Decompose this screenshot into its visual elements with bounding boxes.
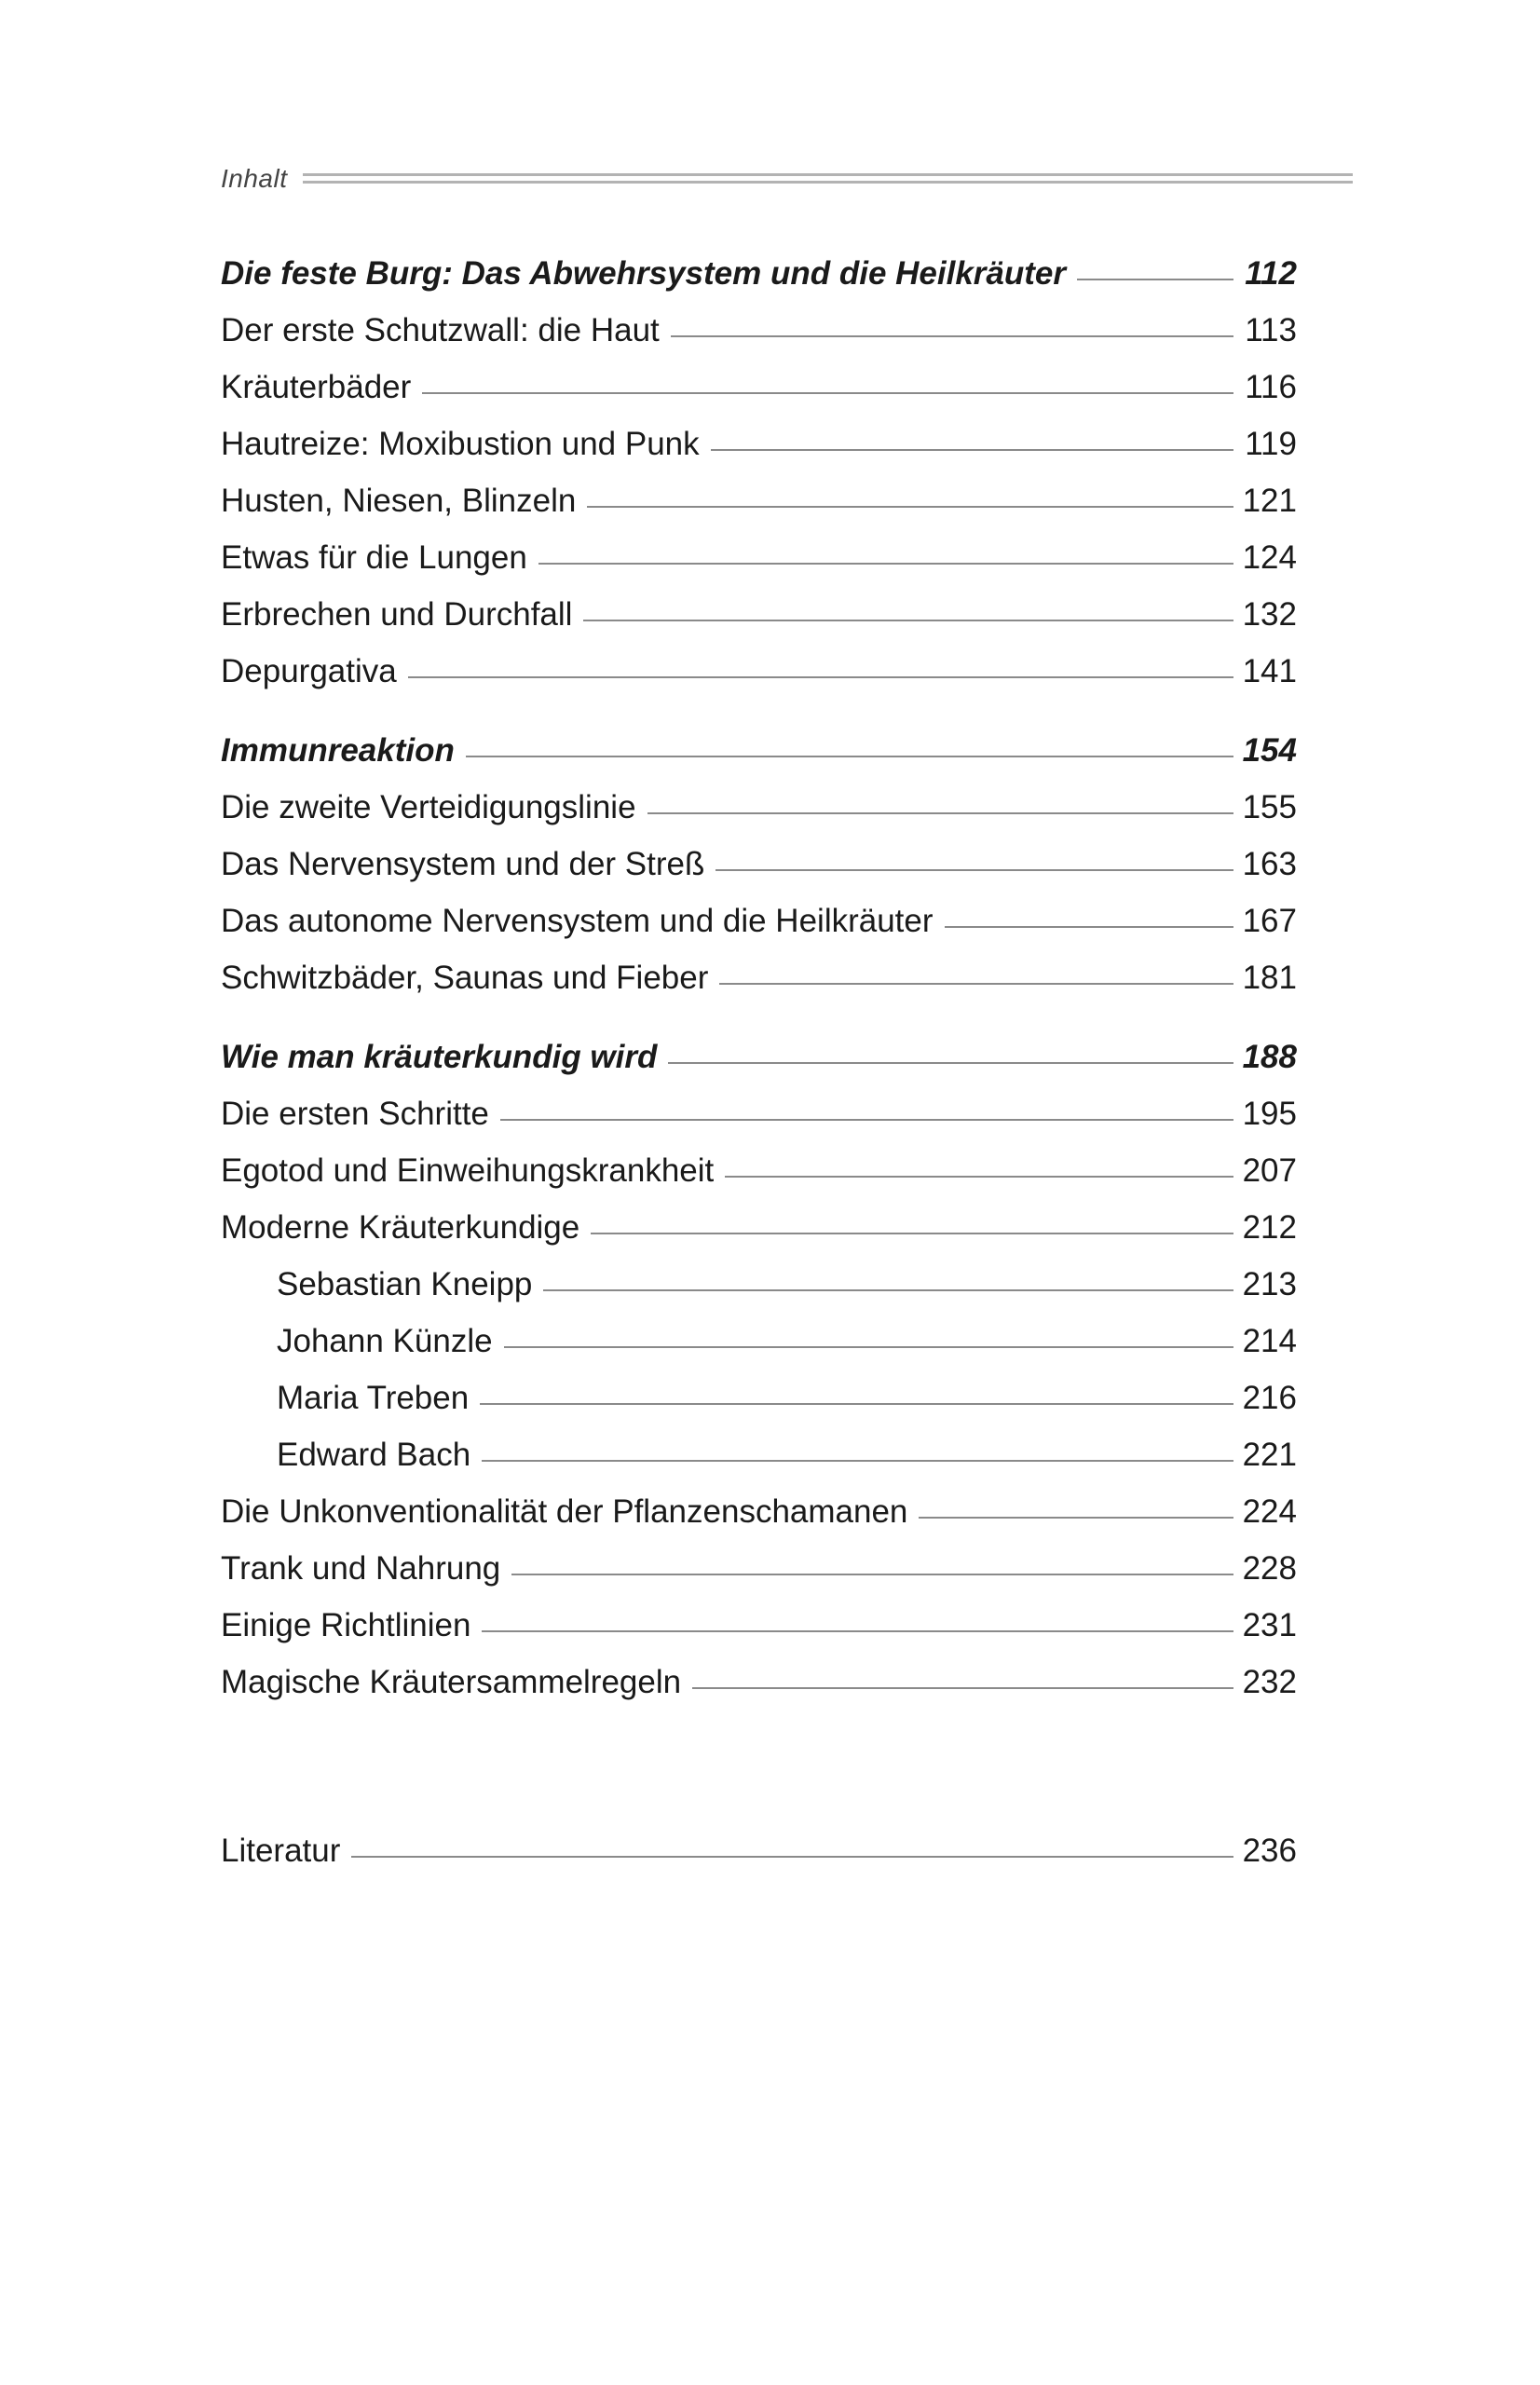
toc-subentry-page: 214	[1242, 1323, 1297, 1359]
toc-entry-title: Husten, Niesen, Blinzeln	[221, 483, 577, 519]
toc-entry[interactable]	[221, 1199, 1297, 1256]
toc-leader-line	[711, 449, 1233, 451]
toc-literature-title: Literatur	[221, 1833, 341, 1869]
toc-entry-title: Das Nervensystem und der Streß	[221, 846, 705, 882]
toc-entry[interactable]	[221, 472, 1297, 529]
toc-subentry[interactable]	[221, 1370, 1297, 1426]
toc-entry-page: 163	[1242, 846, 1297, 882]
toc-entry-title: Die ersten Schritte	[221, 1096, 489, 1132]
toc-entry[interactable]	[221, 1540, 1297, 1597]
toc-entry-title: Die Unkonventionalität der Pflanzenschamanen	[221, 1493, 908, 1530]
toc-section-page: 188	[1242, 1039, 1297, 1075]
header-label: Inhalt	[221, 164, 288, 193]
toc-leader-line	[945, 926, 1233, 928]
toc-entry-page: 155	[1242, 789, 1297, 825]
toc-entry-page: 195	[1242, 1096, 1297, 1132]
toc-entry-page: 207	[1242, 1152, 1297, 1189]
toc-subentry[interactable]	[221, 1313, 1297, 1370]
toc-entry[interactable]	[221, 359, 1297, 416]
toc-entry-page: 228	[1242, 1550, 1297, 1587]
toc-entry-title: Einige Richtlinien	[221, 1607, 471, 1643]
toc-subentry[interactable]	[221, 1256, 1297, 1313]
toc-leader-line	[1077, 279, 1233, 280]
toc-entry[interactable]	[221, 1483, 1297, 1540]
toc-leader-line	[422, 392, 1233, 394]
toc-entry-title: Trank und Nahrung	[221, 1550, 501, 1587]
toc-entry-page: 141	[1242, 653, 1297, 689]
toc-section-title: Immunreaktion	[221, 732, 455, 769]
toc-entry[interactable]	[221, 643, 1297, 700]
toc-entry-title: Etwas für die Lungen	[221, 539, 527, 576]
header-rule	[303, 173, 1353, 184]
toc-section-title: Die feste Burg: Das Abwehrsystem und die Heilkräuter	[221, 255, 1067, 292]
toc-leader-line	[482, 1460, 1233, 1462]
toc-entry-page: 212	[1242, 1209, 1297, 1246]
toc-entry[interactable]	[221, 302, 1297, 359]
toc-entry-page: 124	[1242, 539, 1297, 576]
toc-entry-page: 167	[1242, 903, 1297, 939]
toc-entry-title: Der erste Schutzwall: die Haut	[221, 312, 660, 348]
toc-subentry-page: 216	[1242, 1380, 1297, 1416]
table-of-contents	[221, 245, 1297, 1879]
toc-subentry-page: 213	[1242, 1266, 1297, 1302]
toc-entry-title: Hautreize: Moxibustion und Punk	[221, 426, 700, 462]
toc-entry-page: 224	[1242, 1493, 1297, 1530]
toc-leader-line	[351, 1856, 1233, 1858]
toc-entry-page: 231	[1242, 1607, 1297, 1643]
toc-leader-line	[538, 563, 1233, 565]
toc-leader-line	[591, 1233, 1233, 1234]
toc-section-page: 112	[1245, 255, 1297, 292]
toc-entry-page: 113	[1245, 312, 1297, 348]
toc-leader-line	[480, 1403, 1233, 1405]
toc-entry-title: Erbrechen und Durchfall	[221, 596, 573, 633]
toc-leader-line	[671, 335, 1233, 337]
toc-entry-page: 119	[1245, 426, 1297, 462]
toc-section-page: 154	[1242, 732, 1297, 769]
toc-entry[interactable]	[221, 1142, 1297, 1199]
toc-leader-line	[919, 1517, 1233, 1519]
toc-entry[interactable]	[221, 1085, 1297, 1142]
toc-entry-title: Schwitzbäder, Saunas und Fieber	[221, 960, 709, 996]
toc-subentry-page: 221	[1242, 1437, 1297, 1473]
toc-subentry-title: Sebastian Kneipp	[277, 1266, 533, 1302]
toc-entry-title: Die zweite Verteidigungslinie	[221, 789, 636, 825]
toc-subentry-title: Johann Künzle	[277, 1323, 493, 1359]
toc-entry[interactable]	[221, 1654, 1297, 1710]
toc-leader-line	[719, 983, 1233, 985]
toc-leader-line	[511, 1574, 1233, 1575]
toc-entry-title: Egotod und Einweihungskrankheit	[221, 1152, 715, 1189]
toc-entry[interactable]	[221, 893, 1297, 949]
toc-leader-line	[466, 756, 1233, 757]
toc-entry-page: 181	[1242, 960, 1297, 996]
toc-leader-line	[668, 1062, 1233, 1064]
toc-entry[interactable]	[221, 529, 1297, 586]
toc-leader-line	[543, 1289, 1233, 1291]
toc-entry-title: Das autonome Nervensystem und die Heilkräuter	[221, 903, 934, 939]
toc-leader-line	[482, 1630, 1233, 1632]
running-header	[221, 160, 1353, 201]
toc-entry-page: 232	[1242, 1664, 1297, 1700]
toc-section-title: Wie man kräuterkundig wird	[221, 1039, 658, 1075]
toc-leader-line	[500, 1119, 1233, 1121]
toc-literature-entry[interactable]	[221, 1822, 1297, 1879]
toc-leader-line	[715, 869, 1233, 871]
toc-entry-title: Kräuterbäder	[221, 369, 412, 405]
toc-entry-title: Moderne Kräuterkundige	[221, 1209, 580, 1246]
toc-subentry-title: Maria Treben	[277, 1380, 470, 1416]
toc-entry-page: 116	[1245, 369, 1297, 405]
literature-spacer	[221, 1710, 1297, 1822]
toc-entry[interactable]	[221, 836, 1297, 893]
toc-leader-line	[725, 1176, 1233, 1178]
toc-leader-line	[587, 506, 1233, 508]
toc-section-heading[interactable]	[221, 722, 1297, 779]
toc-literature-page: 236	[1242, 1833, 1297, 1869]
toc-subentry-title: Edward Bach	[277, 1437, 471, 1473]
toc-leader-line	[692, 1687, 1233, 1689]
section-spacer	[221, 700, 1297, 722]
toc-entry[interactable]	[221, 1597, 1297, 1654]
toc-entry-page: 132	[1242, 596, 1297, 633]
toc-entry[interactable]	[221, 586, 1297, 643]
toc-entry-title: Magische Kräutersammelregeln	[221, 1664, 682, 1700]
toc-leader-line	[504, 1346, 1233, 1348]
toc-leader-line	[647, 812, 1233, 814]
toc-leader-line	[583, 620, 1233, 621]
toc-entry[interactable]	[221, 416, 1297, 472]
toc-leader-line	[408, 676, 1233, 678]
toc-entry[interactable]	[221, 779, 1297, 836]
section-spacer	[221, 1006, 1297, 1029]
toc-entry-page: 121	[1242, 483, 1297, 519]
toc-entry-title: Depurgativa	[221, 653, 397, 689]
toc-section-heading[interactable]	[221, 245, 1297, 302]
toc-section-heading[interactable]	[221, 1029, 1297, 1085]
toc-entry[interactable]	[221, 949, 1297, 1006]
toc-subentry[interactable]	[221, 1426, 1297, 1483]
